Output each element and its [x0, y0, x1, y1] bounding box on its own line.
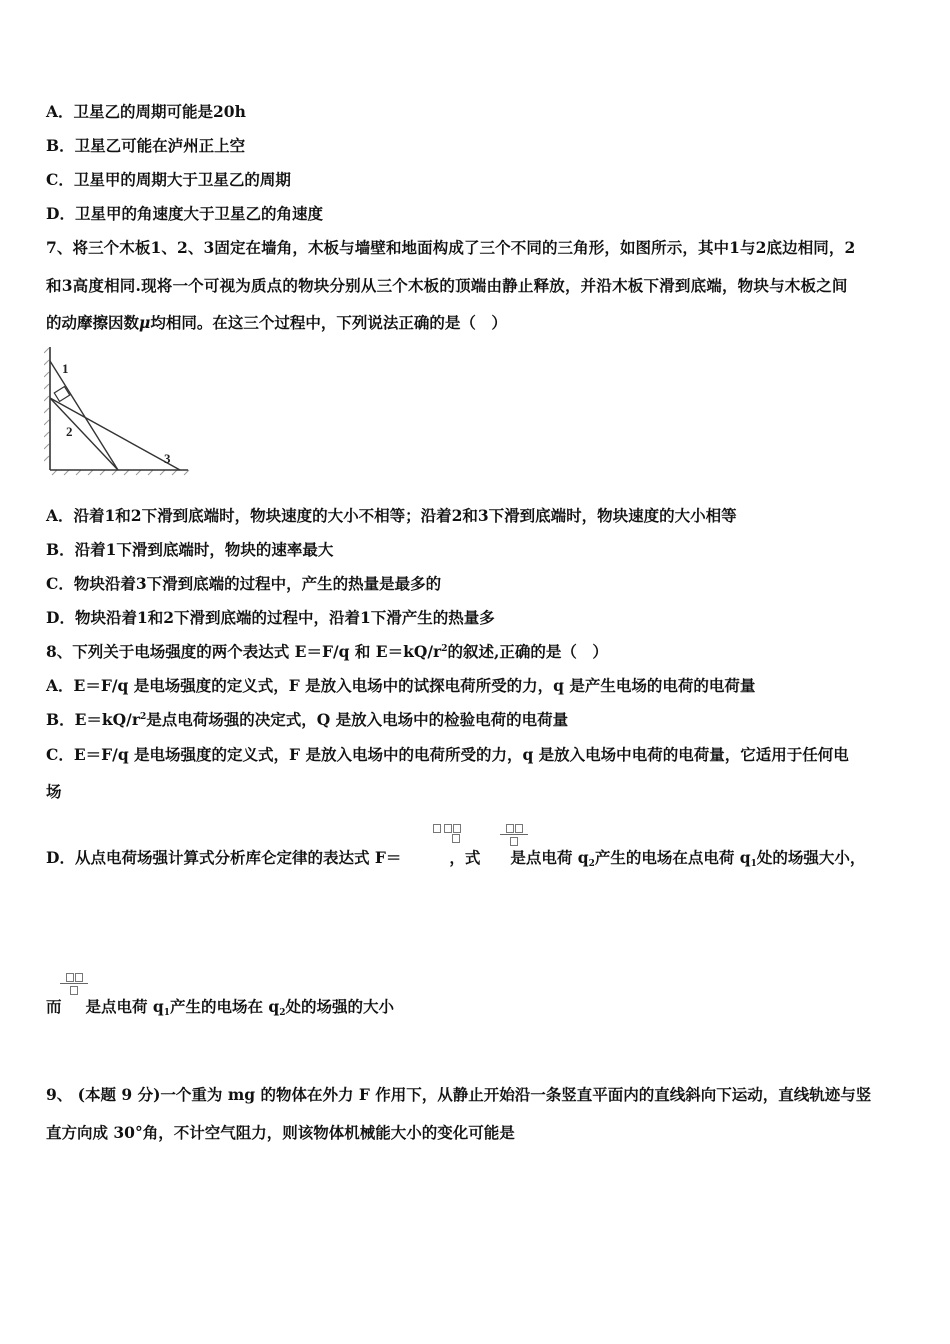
- q7-stem-line3-a: 的动摩擦因数: [46, 313, 140, 332]
- q8-option-d-a: D．从点电荷场强计算式分析库仑定律的表达式 F＝: [46, 848, 402, 867]
- q8-stem-sup: 2: [441, 644, 448, 654]
- q8-option-d2-sub1: 1: [163, 1008, 171, 1018]
- mu-symbol: μ: [139, 313, 151, 332]
- q8-option-a: A．E＝F/q 是电场强度的定义式，F 是放入电场中的试探电荷所受的力，q 是产生电场的电荷的电荷量: [46, 676, 756, 695]
- q8-option-d-sub1: 2: [588, 859, 595, 869]
- board-2: [50, 398, 118, 470]
- q8-option-d-e: 处的场强大小，: [756, 848, 866, 867]
- board-1: [50, 361, 118, 470]
- q8-option-d-c: 是点电荷 q: [510, 848, 589, 867]
- q8-stem-a: 8、下列关于电场强度的两个表达式 E＝F/q 和 E＝kQ/r: [46, 642, 442, 661]
- q8-option-d-line1: [46, 848, 865, 868]
- q6-option-d: D．卫星甲的角速度大于卫星乙的角速度: [46, 204, 323, 223]
- q8-option-d2-sub2: 2: [279, 1008, 286, 1018]
- q8-option-d-sub2: 1: [750, 859, 757, 869]
- field-formula-image-2: [60, 972, 88, 995]
- q7-option-a: A．沿着1和2下滑到底端时，物块速度的大小不相等；沿着2和3下滑到底端时，物块速度的大小相等: [46, 506, 737, 525]
- field-formula-image-1: [500, 823, 528, 846]
- q7-option-d: D．物块沿着1和2下滑到底端的过程中，沿着1下滑产生的热量多: [46, 608, 495, 627]
- board-label-1: 1: [62, 361, 69, 376]
- wall-hatching: [44, 348, 49, 461]
- q8-option-d-line2: [46, 997, 394, 1017]
- q8-option-b: [46, 710, 568, 730]
- q9-stem-line1: 9、 (本题 9 分)一个重为 mg 的物体在外力 F 作用下，从静止开始沿一条竖直平面内的直线斜向下运动，直线轨迹与竖: [46, 1085, 872, 1104]
- q8-option-c-line2: 场: [46, 782, 62, 801]
- board-label-3: 3: [164, 451, 171, 466]
- q7-stem-line3: [46, 313, 507, 333]
- q8-option-b-b: 是点电荷场强的决定式，Q 是放入电场中的检验电荷的电荷量: [146, 710, 569, 729]
- q8-stem-b: 的叙述,正确的是（ ）: [447, 642, 608, 661]
- q7-stem-line1: 7、将三个木板1、2、3固定在墙角，木板与墙壁和地面构成了三个不同的三角形，如图所示，其中1与2底边相同，2: [46, 238, 856, 257]
- coulomb-formula-image: [424, 823, 470, 843]
- q8-option-b-sup: 2: [139, 712, 147, 722]
- q6-option-b: B．卫星乙可能在泸州正上空: [46, 136, 246, 155]
- q6-option-a: A．卫星乙的周期可能是20h: [46, 102, 246, 121]
- q7-stem-line3-b: 均相同。在这三个过程中，下列说法正确的是（ ）: [150, 313, 507, 332]
- q8-option-d2-b: 是点电荷 q: [85, 997, 164, 1016]
- q6-option-c: C．卫星甲的周期大于卫星乙的周期: [46, 170, 291, 189]
- q7-option-c: C．物块沿着3下滑到底端的过程中，产生的热量是最多的: [46, 574, 442, 593]
- three-boards-figure: [44, 343, 194, 478]
- q8-option-c-line1: C．E＝F/q 是电场强度的定义式，F 是放入电场中的电荷所受的力，q 是放入电场中电荷的电荷量，它适用于任何电: [46, 745, 849, 764]
- q7-option-b: B．沿着1下滑到底端时，物块的速率最大: [46, 540, 334, 559]
- board-label-2: 2: [66, 424, 73, 439]
- q7-stem-line2: 和3高度相同.现将一个可视为质点的物块分别从三个木板的顶端由静止释放，并沿木板下滑到底端，物块与木板之间: [46, 276, 848, 295]
- q8-option-b-a: B．E＝kQ/r: [46, 710, 140, 729]
- q9-stem-line2: 直方向成 30°角，不计空气阻力，则该物体机械能大小的变化可能是: [46, 1123, 515, 1142]
- q8-option-d2-d: 处的场强的大小: [285, 997, 395, 1016]
- q8-option-d-b: ，式: [449, 848, 481, 867]
- q8-option-d2-a: 而: [46, 997, 62, 1016]
- q8-option-d-d: 产生的电场在点电荷 q: [594, 848, 751, 867]
- q8-option-d2-c: 产生的电场在 q: [170, 997, 280, 1016]
- q8-stem: [46, 642, 608, 662]
